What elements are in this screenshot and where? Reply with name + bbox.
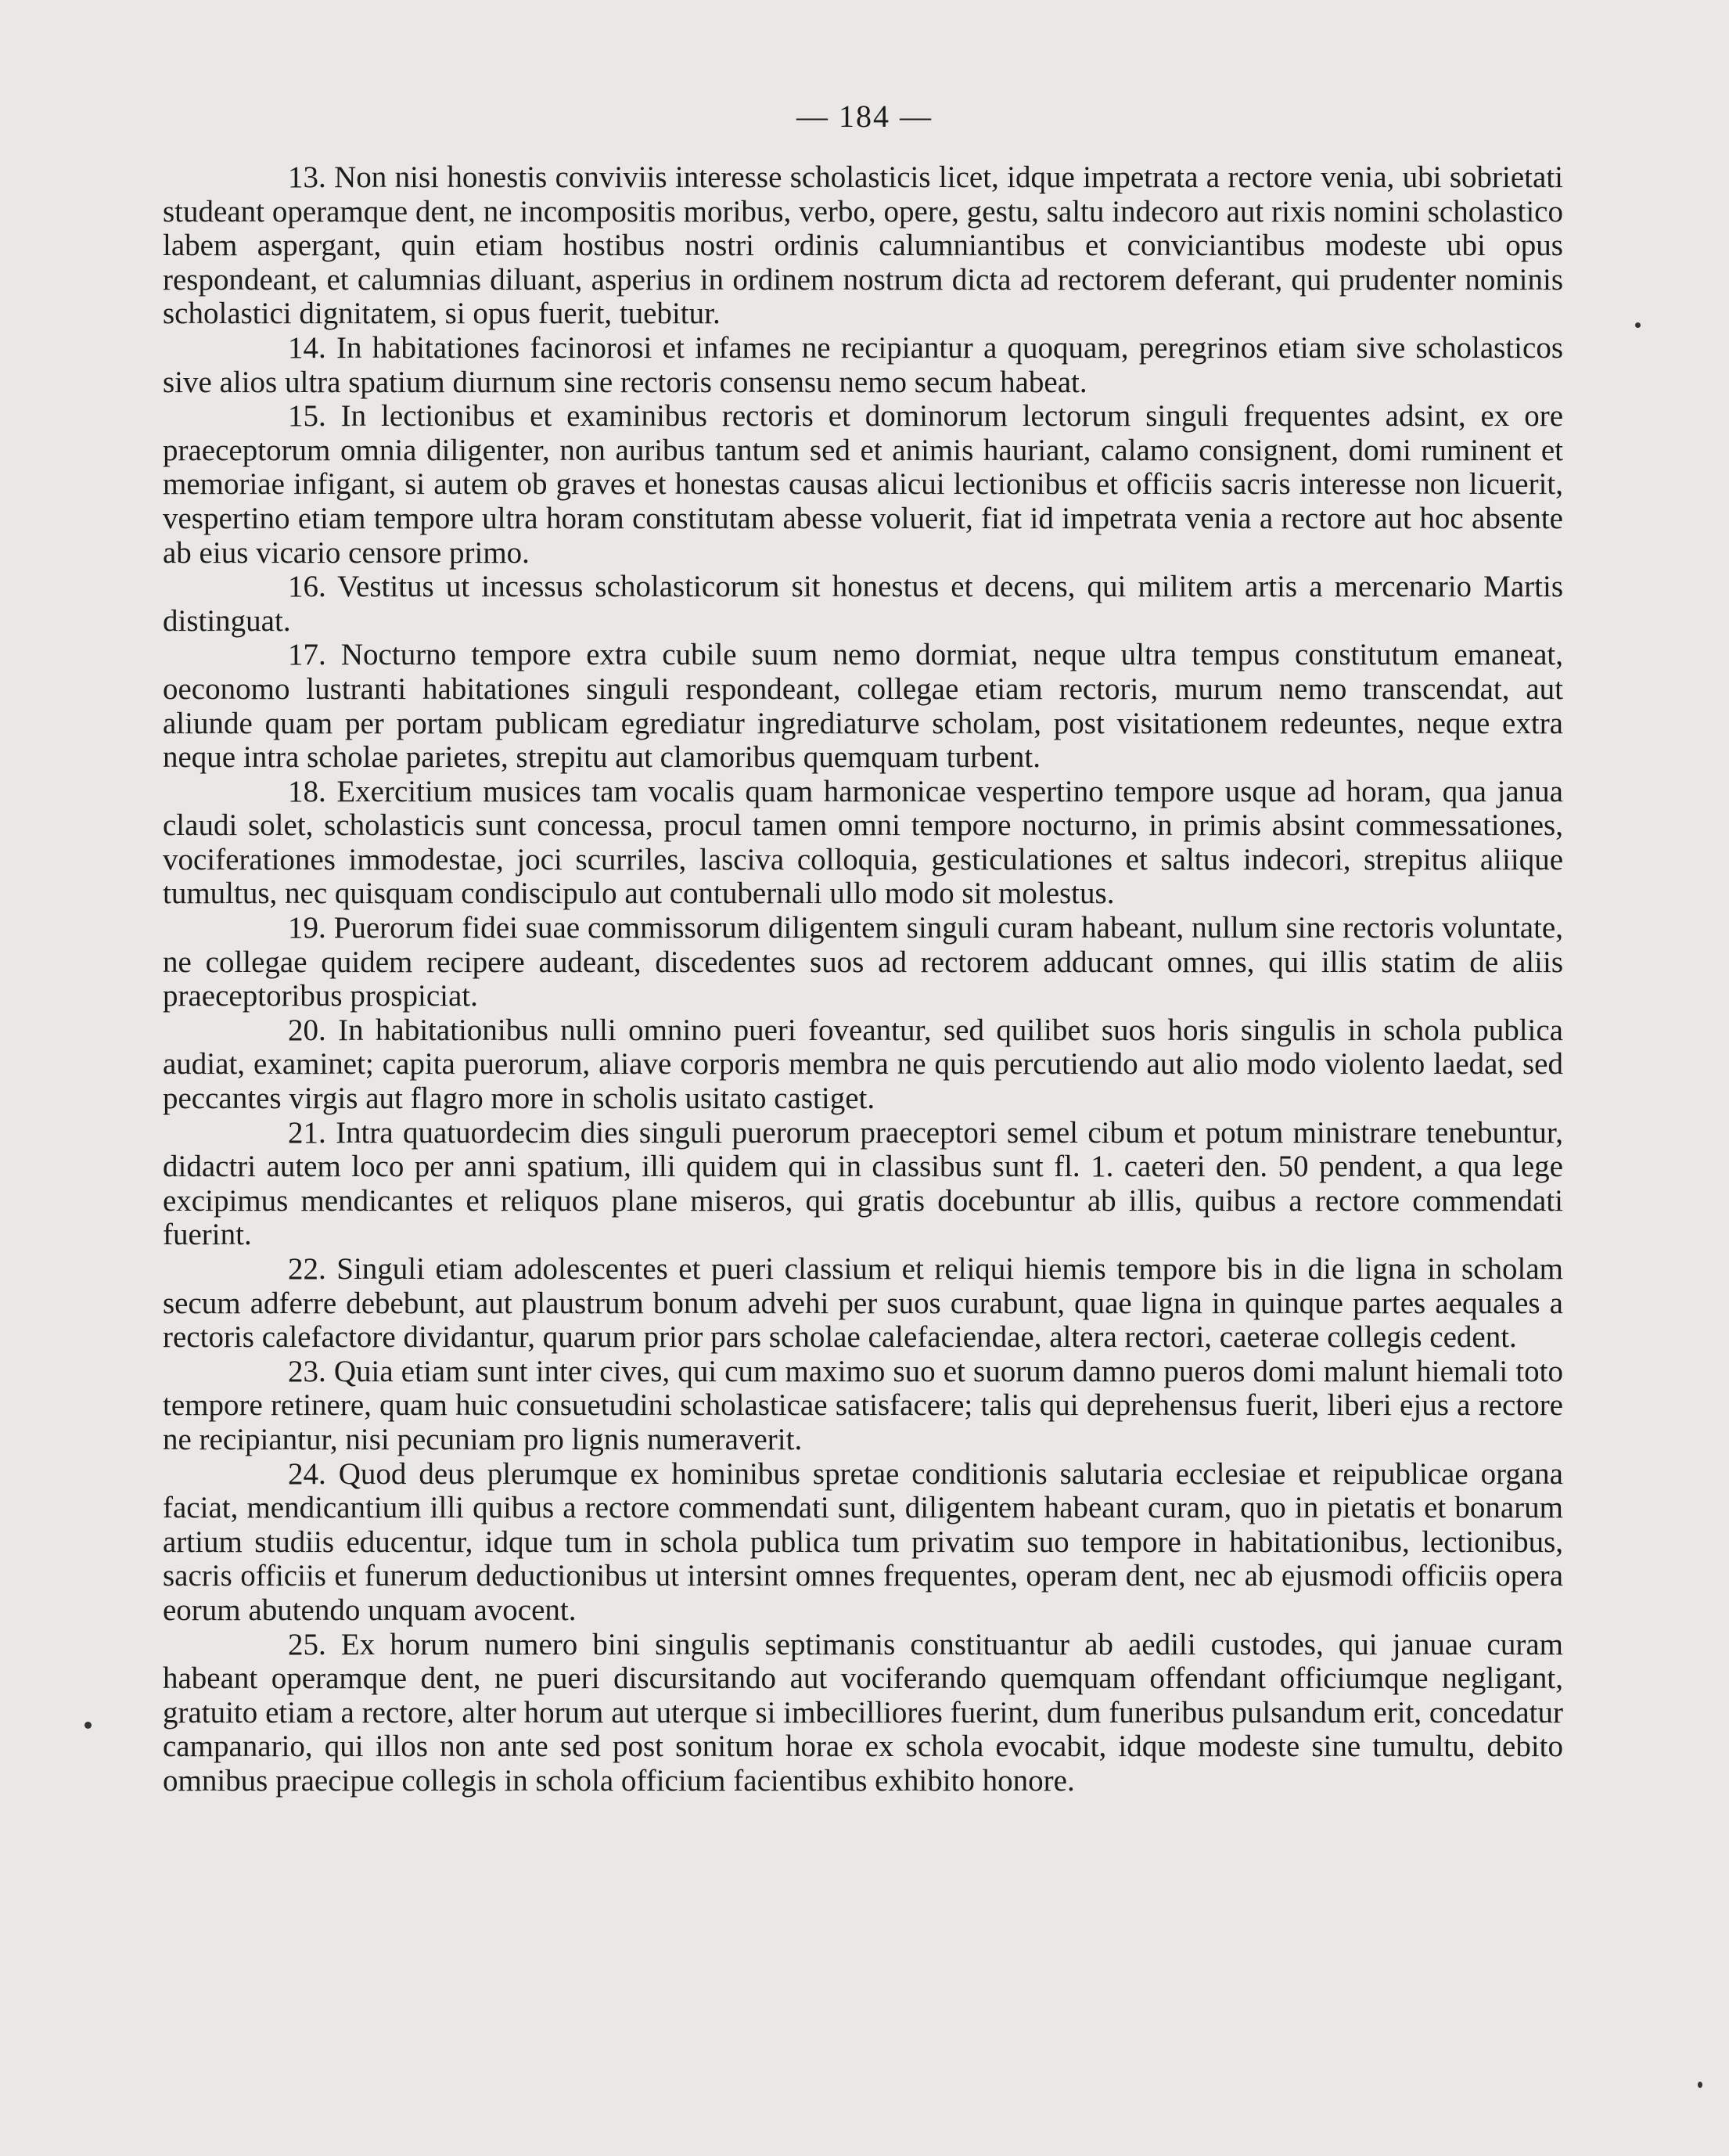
paragraph-23: 23. Quia etiam sunt inter cives, qui cum maximo suo et suorum damno pueros domi malunt hiemali toto tempore retinere, quam huic consuetudini scholasticae satisfacere; talis qui deprehensus fuerit, liberi ejus a rectore ne recipiantur, nisi pecuniam pro lignis numeraverit. — [163, 1354, 1563, 1456]
ink-speck — [1698, 2082, 1702, 2088]
ink-speck — [1635, 322, 1641, 328]
paragraph-25: 25. Ex horum numero bini singulis septimanis constituantur ab aedili custodes, qui januae curam habeant operamque dent, ne pueri discursitando aut vociferando quemquam offendant officiumque negligant, gratuito etiam a rectore, alter horum aut uterque si imbecilliores fuerint, dum funeribus pulsandum erit, concedatur campanario, qui illos non ante sed post sonitum horae ex schola evocabit, idque modeste sine tumultu, debito omnibus praecipue collegis in schola officium facientibus exhibito honore. — [163, 1627, 1563, 1798]
ink-speck — [84, 1722, 92, 1729]
paragraph-18: 18. Exercitium musices tam vocalis quam harmonicae vespertino tempore usque ad horam, qua janua claudi solet, scholasticis sunt concessa, procul tamen omni tempore nocturno, in primis absint commessationes, vociferationes immodestae, joci scurriles, lasciva colloquia, gesticulationes et saltus indecori, strepitus aliique tumultus, nec quisquam condiscipulo aut contubernali ullo modo sit molestus. — [163, 774, 1563, 911]
paragraph-21: 21. Intra quatuordecim dies singuli puerorum praeceptori semel cibum et potum ministrare tenebuntur, didactri autem loco per anni spatium, illi quidem qui in classibus sunt fl. 1. caeteri den. 50 pendent, a qua lege excipimus mendicantes et reliquos plane miseros, qui gratis docebuntur ab illis, quibus a rectore commendati fuerint. — [163, 1115, 1563, 1252]
paragraph-19: 19. Puerorum fidei suae commissorum diligentem singuli curam habeant, nullum sine rectoris voluntate, ne collegae quidem recipere audeant, discedentes suos ad rectorem adducant omnes, qui illis statim de aliis praeceptoribus prospiciat. — [163, 911, 1563, 1013]
paragraph-17: 17. Nocturno tempore extra cubile suum nemo dormiat, neque ultra tempus constitutum emaneat, oeconomo lustranti habitationes singuli respondeant, collegae etiam rectoris, murum nemo transcendat, aut aliunde quam per portam publicam egrediatur ingrediaturve scholam, post visitationem redeuntes, neque extra neque intra scholae parietes, strepitu aut clamoribus quemquam turbent. — [163, 638, 1563, 775]
body-text — [163, 160, 1563, 1798]
paragraph-16: 16. Vestitus ut incessus scholasticorum sit honestus et decens, qui militem artis a mercenario Martis distinguat. — [163, 570, 1563, 638]
paragraph-22: 22. Singuli etiam adolescentes et pueri classium et reliqui hiemis tempore bis in die ligna in scholam secum adferre debebunt, aut plaustrum bonum advehi per suos curabunt, quae ligna in quinque partes aequales a rectoris calefactore dividantur, quarum prior pars scholae calefaciendae, altera rectori, caeterae collegis cedent. — [163, 1252, 1563, 1355]
paragraph-15: 15. In lectionibus et examinibus rectoris et dominorum lectorum singuli frequentes adsint, ex ore praeceptorum omnia diligenter, non auribus tantum sed et animis hauriant, calamo consignent, domi ruminent et memoriae infigant, si autem ob graves et honestas causas alicui lectionibus et officiis sacris interesse non licuerit, vespertino etiam tempore ultra horam constitutam abesse voluerit, fiat id impetrata venia a rectore aut hoc absente ab eius vicario censore primo. — [163, 399, 1563, 570]
paragraph-20: 20. In habitationibus nulli omnino pueri foveantur, sed quilibet suos horis singulis in schola publica audiat, examinet; capita puerorum, aliave corporis membra ne quis percutiendo aut alio modo violento laedat, sed peccantes virgis aut flagro more in scholis usitato castiget. — [163, 1013, 1563, 1116]
paragraph-14: 14. In habitationes facinorosi et infames ne recipiantur a quoquam, peregrinos etiam sive scholasticos sive alios ultra spatium diurnum sine rectoris consensu nemo secum habeat. — [163, 330, 1563, 399]
page-number: — 184 — — [796, 99, 933, 134]
paragraph-13: 13. Non nisi honestis conviviis interesse scholasticis licet, idque impetrata a rectore venia, ubi sobrietati studeant operamque dent, ne incompositis moribus, verbo, opere, gestu, saltu indecoro aut rixis nomini scholastico labem aspergant, quin etiam hostibus nostri ordinis calumniantibus et conviciantibus modeste ubi opus respondeant, et calumnias diluant, asperius in ordinem nostrum dicta ad rectorem deferant, qui prudenter nominis scholastici dignitatem, si opus fuerit, tuebitur. — [163, 160, 1563, 331]
paragraph-24: 24. Quod deus plerumque ex hominibus spretae conditionis salutaria ecclesiae et reipublicae organa faciat, mendicantium illi quibus a rectore commendati sunt, diligentem habeant curam, quo in pietatis et bonarum artium studiis educentur, idque tum in schola publica tum privatim suo tempore in habitationibus, lectionibus, sacris officiis et funerum deductionibus ut intersint omnes frequentes, operam dent, nec ab ejusmodi officiis opera eorum abutendo unquam avocent. — [163, 1456, 1563, 1627]
